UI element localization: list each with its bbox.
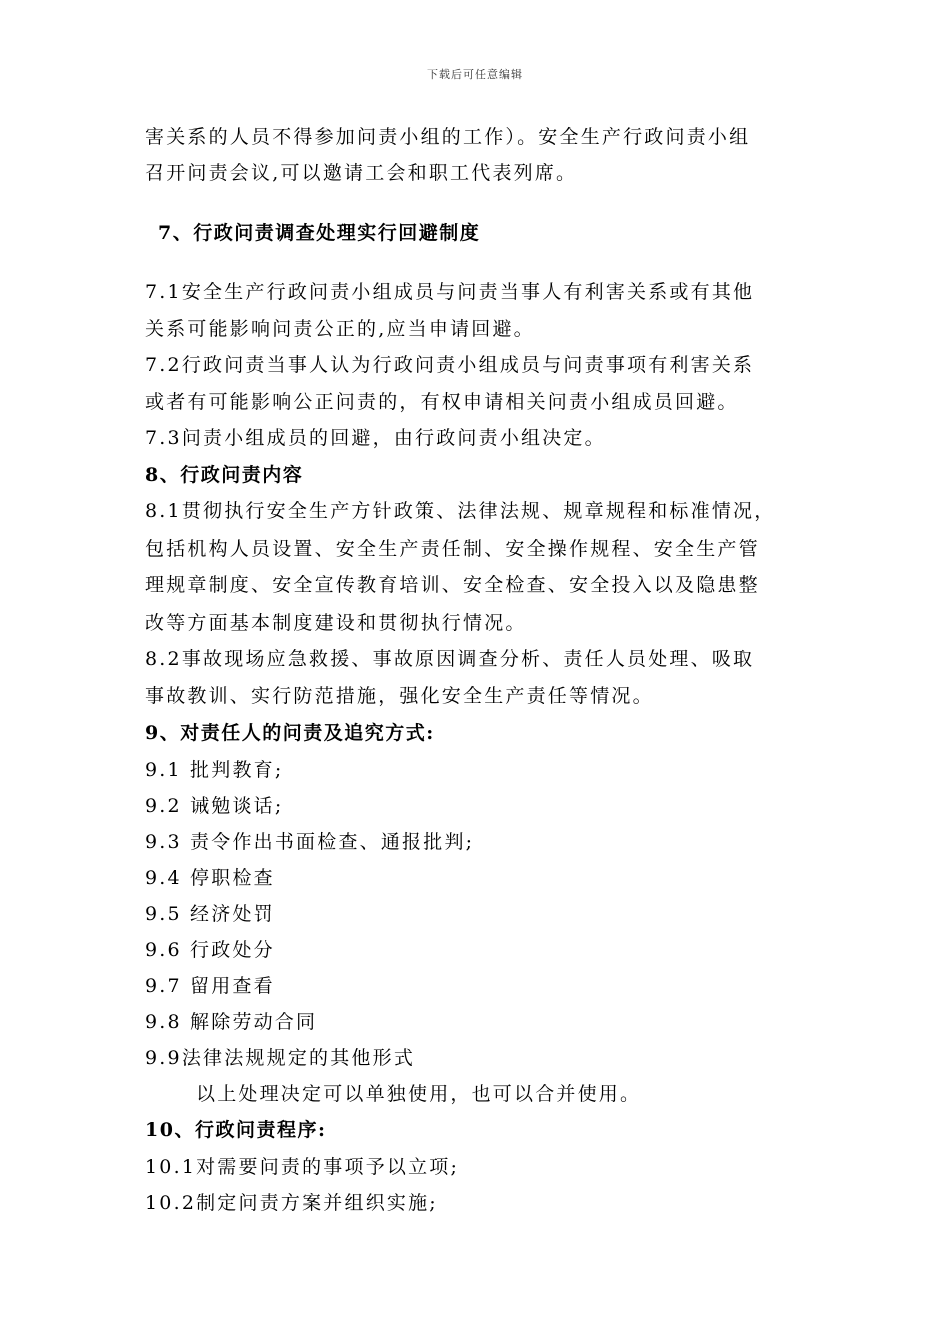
paragraph-line: 包括机构人员设置、安全生产责任制、安全操作规程、安全生产管 — [145, 538, 760, 560]
section-heading-7: 7、行政问责调查处理实行回避制度 — [158, 222, 481, 244]
paragraph-line: 8.1贯彻执行安全生产方针政策、法律法规、规章规程和标准情况， — [145, 500, 776, 522]
list-item: 9.7 留用查看 — [145, 975, 275, 997]
list-item: 9.6 行政处分 — [145, 939, 275, 961]
list-item: 10.2制定问责方案并组织实施; — [145, 1192, 438, 1214]
paragraph-line: 事故教训、实行防范措施，强化安全生产责任等情况。 — [145, 685, 654, 707]
section-heading-9: 9、对责任人的问责及追究方式: — [145, 722, 435, 744]
paragraph-line: 8.2事故现场应急救援、事故原因调查分析、责任人员处理、吸取 — [145, 648, 755, 670]
paragraph-line: 关系可能影响问责公正的,应当申请回避。 — [145, 318, 535, 340]
paragraph-line: 7.1安全生产行政问责小组成员与问责当事人有利害关系或有其他 — [145, 281, 755, 303]
list-item: 10.1对需要问责的事项予以立项; — [145, 1156, 460, 1178]
list-item: 9.5 经济处罚 — [145, 903, 275, 925]
paragraph-line: 害关系的人员不得参加问责小组的工作）。安全生产行政问责小组 — [145, 126, 751, 148]
paragraph-line: 以上处理决定可以单独使用，也可以合并使用。 — [196, 1083, 642, 1105]
list-item: 9.3 责令作出书面检查、通报批判; — [145, 831, 475, 853]
paragraph-line: 7.3问责小组成员的回避，由行政问责小组决定。 — [145, 427, 606, 449]
list-item: 9.2 诫勉谈话; — [145, 795, 284, 817]
list-item: 9.9法律法规规定的其他形式 — [145, 1047, 416, 1069]
list-item: 9.1 批判教育; — [145, 759, 284, 781]
section-heading-8: 8、行政问责内容 — [145, 464, 304, 486]
paragraph-line: 召开问责会议,可以邀请工会和职工代表列席。 — [145, 162, 578, 184]
paragraph-line: 改等方面基本制度建设和贯彻执行情况。 — [145, 612, 527, 634]
list-item: 9.4 停职检查 — [145, 867, 275, 889]
page-header: 下载后可任意编辑 — [427, 68, 523, 81]
paragraph-line: 理规章制度、安全宣传教育培训、安全检查、安全投入以及隐患整 — [145, 574, 760, 596]
section-heading-10: 10、行政问责程序: — [145, 1119, 327, 1141]
list-item: 9.8 解除劳动合同 — [145, 1011, 318, 1033]
paragraph-line: 7.2行政问责当事人认为行政问责小组成员与问责事项有利害关系 — [145, 354, 755, 376]
paragraph-line: 或者有可能影响公正问责的，有权申请相关问责小组成员回避。 — [145, 391, 739, 413]
